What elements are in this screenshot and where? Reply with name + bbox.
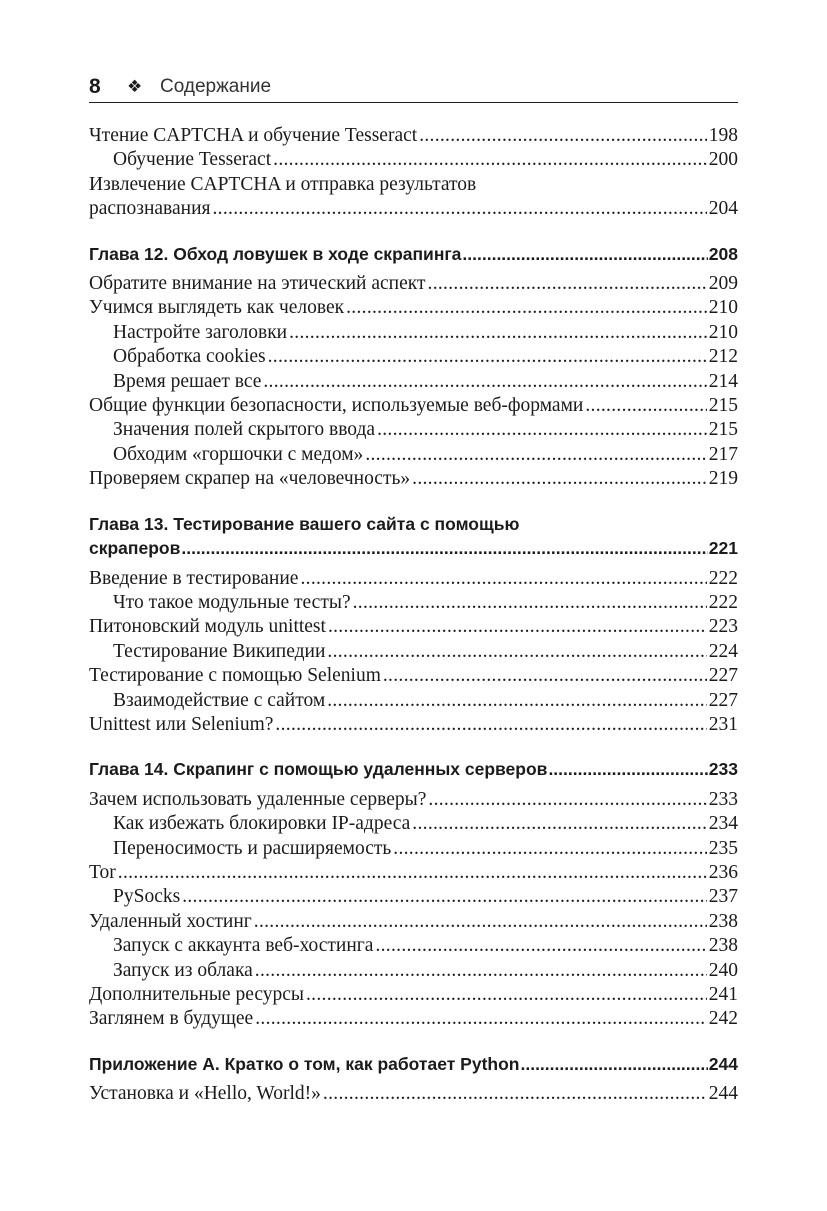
- dot-leader: [393, 837, 706, 861]
- chapter-page-number: 221: [708, 538, 738, 559]
- dot-leader: [328, 615, 707, 639]
- toc-entry-title: Обработка cookies: [113, 346, 266, 368]
- dot-leader: [300, 567, 706, 591]
- toc-entry[interactable]: [89, 296, 738, 320]
- toc-entry[interactable]: [89, 713, 738, 737]
- toc-subentry[interactable]: [89, 345, 738, 369]
- toc-entry-page-number: 240: [708, 959, 738, 981]
- toc-entry-title: Переносимость и расширяемость: [113, 837, 392, 859]
- toc-entry-title: Время решает все: [113, 370, 262, 392]
- toc-entry[interactable]: [89, 197, 738, 221]
- toc-entry[interactable]: [89, 1007, 738, 1031]
- dot-leader: [255, 959, 707, 983]
- toc-subentry[interactable]: [89, 812, 738, 836]
- chapter-title: Глава 14. Скрапинг с помощью удаленных серверов: [89, 759, 548, 780]
- dot-leader: [383, 664, 707, 688]
- toc-entry-title: Unittest или Selenium?: [89, 713, 274, 735]
- toc-entry-page-number: 222: [708, 591, 738, 613]
- toc-entry[interactable]: [89, 1082, 738, 1106]
- toc-entry[interactable]: [89, 615, 738, 639]
- dot-leader: [353, 591, 707, 615]
- toc-entry-page-number: 237: [708, 886, 738, 908]
- dot-leader: [428, 272, 707, 296]
- toc-entry-page-number: 223: [708, 616, 738, 638]
- toc-entry-page-number: 204: [708, 198, 738, 220]
- toc-entry-title: Обратите внимание на этический аспект: [89, 273, 426, 295]
- toc-chapter-block: [89, 242, 738, 492]
- chapter-heading[interactable]: [89, 512, 738, 561]
- toc-entry[interactable]: [89, 861, 738, 885]
- toc-entry-title: Проверяем скрапер на «человечность»: [89, 468, 411, 490]
- toc-entry-page-number: 200: [708, 149, 738, 171]
- toc-entry[interactable]: [89, 664, 738, 688]
- toc-entry[interactable]: [89, 910, 738, 934]
- toc-entry-page-number: 210: [708, 321, 738, 343]
- chapter-title: Приложение А. Кратко о том, как работает Python: [89, 1053, 520, 1074]
- dot-leader: [548, 757, 707, 781]
- toc-entry-page-number: 244: [708, 1083, 738, 1105]
- toc-entry-page-number: 222: [708, 567, 738, 589]
- dot-leader: [182, 885, 707, 909]
- dot-leader: [327, 640, 706, 664]
- dot-leader: [412, 467, 707, 491]
- toc-entry-title: Настройте заголовки: [113, 321, 288, 343]
- toc-entry-page-number: 210: [708, 297, 738, 319]
- toc-entry-title: Удаленный хостинг: [89, 910, 252, 932]
- toc-subentry[interactable]: [89, 885, 738, 909]
- toc-entry-page-number: 242: [708, 1008, 738, 1030]
- toc-entry-page-number: 235: [708, 837, 738, 859]
- dot-leader: [275, 713, 706, 737]
- toc-subentry[interactable]: [89, 934, 738, 958]
- toc-subentry[interactable]: [89, 370, 738, 394]
- toc-subentry[interactable]: [89, 321, 738, 345]
- toc-entry-page-number: 227: [708, 689, 738, 711]
- toc-entry-title: Тестирование с помощью Selenium: [89, 665, 381, 687]
- toc-entry-page-number: 227: [708, 665, 738, 687]
- toc-entry-page-number: 241: [708, 984, 738, 1005]
- chapter-page-number: 208: [708, 243, 738, 264]
- toc-continuation-block: [89, 124, 738, 222]
- dot-leader: [306, 983, 707, 1007]
- table-of-contents: [89, 124, 738, 1107]
- chapter-page-number: 244: [708, 1053, 738, 1074]
- toc-entry-title: Введение в тестирование: [89, 567, 299, 589]
- dot-leader: [327, 689, 707, 713]
- toc-entry-title: Как избежать блокировки IP-адреса: [113, 813, 411, 835]
- toc-entry-page-number: 217: [708, 443, 738, 465]
- toc-entry[interactable]: [89, 788, 738, 812]
- toc-entry-title: Общие функции безопасности, используемые веб-формами: [89, 395, 584, 417]
- toc-entry-title: Питоновский модуль unittest: [89, 616, 326, 638]
- chapter-heading[interactable]: [89, 757, 738, 781]
- dot-leader: [118, 861, 707, 885]
- dot-leader: [346, 296, 707, 320]
- toc-entry[interactable]: [89, 983, 738, 1007]
- toc-entry-title: Учимся выглядеть как человек: [89, 297, 345, 319]
- toc-entry-title: Запуск с аккаунта веб-хостинга: [113, 935, 374, 957]
- toc-entry-title: Зачем использовать удаленные серверы?: [89, 788, 427, 810]
- page-number: 8: [89, 75, 101, 98]
- toc-entry-page-number: 198: [708, 125, 738, 146]
- toc-entry-title: распознавания: [89, 198, 211, 220]
- toc-entry-page-number: 234: [708, 813, 738, 835]
- dot-leader: [377, 418, 707, 442]
- toc-entry-title-line[interactable]: Извлечение CAPTCHA и отправка результатов: [89, 173, 477, 195]
- chapter-heading[interactable]: [89, 1052, 738, 1076]
- toc-entry-title: Заглянем в будущее: [89, 1008, 254, 1030]
- toc-entry-title: Обучение Tesseract: [113, 149, 272, 171]
- toc-subentry[interactable]: [89, 443, 738, 467]
- toc-chapter-block: [89, 512, 738, 738]
- toc-entry-page-number: 238: [708, 910, 738, 932]
- dot-leader: [412, 812, 706, 836]
- toc-entry-page-number: 209: [708, 273, 738, 295]
- chapter-page-number: 233: [708, 759, 738, 780]
- dot-leader: [375, 934, 706, 958]
- toc-entry-page-number: 214: [708, 370, 738, 392]
- dot-leader: [289, 321, 707, 345]
- toc-entry[interactable]: [89, 567, 738, 591]
- toc-entry-page-number: 236: [708, 861, 738, 883]
- toc-entry-title: Обходим «горшочки с медом»: [113, 443, 364, 465]
- dot-leader: [263, 370, 706, 394]
- dot-leader: [520, 1052, 707, 1076]
- toc-chapter-block: [89, 757, 738, 1031]
- dot-leader: [428, 788, 706, 812]
- chapter-title: скраперов: [89, 538, 181, 559]
- toc-entry-page-number: 212: [708, 346, 738, 368]
- toc-entry-title: Тестирование Википедии: [113, 640, 326, 662]
- dot-leader: [213, 197, 707, 221]
- page-header: [89, 74, 738, 103]
- toc-subentry[interactable]: [89, 148, 738, 172]
- toc-entry-page-number: 215: [708, 395, 738, 417]
- running-title: Содержание: [160, 76, 272, 97]
- dot-leader: [419, 124, 707, 148]
- toc-subentry[interactable]: [89, 689, 738, 713]
- toc-entry-title: Дополнительные ресурсы: [89, 984, 304, 1005]
- toc-subentry[interactable]: [89, 837, 738, 861]
- toc-entry[interactable]: [89, 272, 738, 296]
- toc-entry-page-number: 238: [708, 935, 738, 957]
- dot-leader: [181, 536, 707, 560]
- dot-leader: [273, 148, 707, 172]
- dot-leader: [268, 345, 707, 369]
- dot-leader: [254, 910, 707, 934]
- dot-leader: [255, 1007, 707, 1031]
- ornament-icon: ❖: [127, 77, 143, 96]
- toc-entry-title: Tor: [89, 861, 116, 883]
- toc-entry[interactable]: [89, 467, 738, 491]
- dot-leader: [323, 1082, 707, 1106]
- toc-entry-title: Чтение CAPTCHA и обучение Tesseract: [89, 125, 418, 146]
- toc-subentry[interactable]: [89, 591, 738, 615]
- toc-subentry[interactable]: [89, 959, 738, 983]
- dot-leader: [365, 443, 706, 467]
- toc-entry-page-number: 219: [708, 468, 738, 490]
- toc-entry-title: PySocks: [113, 886, 181, 908]
- toc-subentry[interactable]: [89, 418, 738, 442]
- toc-entry[interactable]: [89, 394, 738, 418]
- toc-entry[interactable]: [89, 124, 738, 148]
- chapter-title: Глава 12. Обход ловушек в ходе скрапинга: [89, 243, 462, 264]
- toc-entry-title: Что такое модульные тесты?: [113, 591, 351, 613]
- toc-entry-title: Взаимодействие с сайтом: [113, 689, 326, 711]
- dot-leader: [585, 394, 706, 418]
- toc-entry-page-number: 233: [708, 788, 738, 810]
- chapter-heading[interactable]: [89, 242, 738, 266]
- chapter-title-line: Глава 13. Тестирование вашего сайта с помощью: [89, 513, 520, 534]
- dot-leader: [462, 242, 707, 266]
- toc-subentry[interactable]: [89, 640, 738, 664]
- toc-entry-page-number: 215: [708, 419, 738, 441]
- toc-entry-title: Установка и «Hello, World!»: [89, 1083, 321, 1105]
- toc-entry-title: Запуск из облака: [113, 959, 253, 981]
- toc-chapter-block: [89, 1052, 738, 1107]
- toc-entry-title: Значения полей скрытого ввода: [113, 419, 376, 441]
- toc-entry-page-number: 231: [708, 713, 738, 735]
- toc-entry-page-number: 224: [708, 640, 738, 662]
